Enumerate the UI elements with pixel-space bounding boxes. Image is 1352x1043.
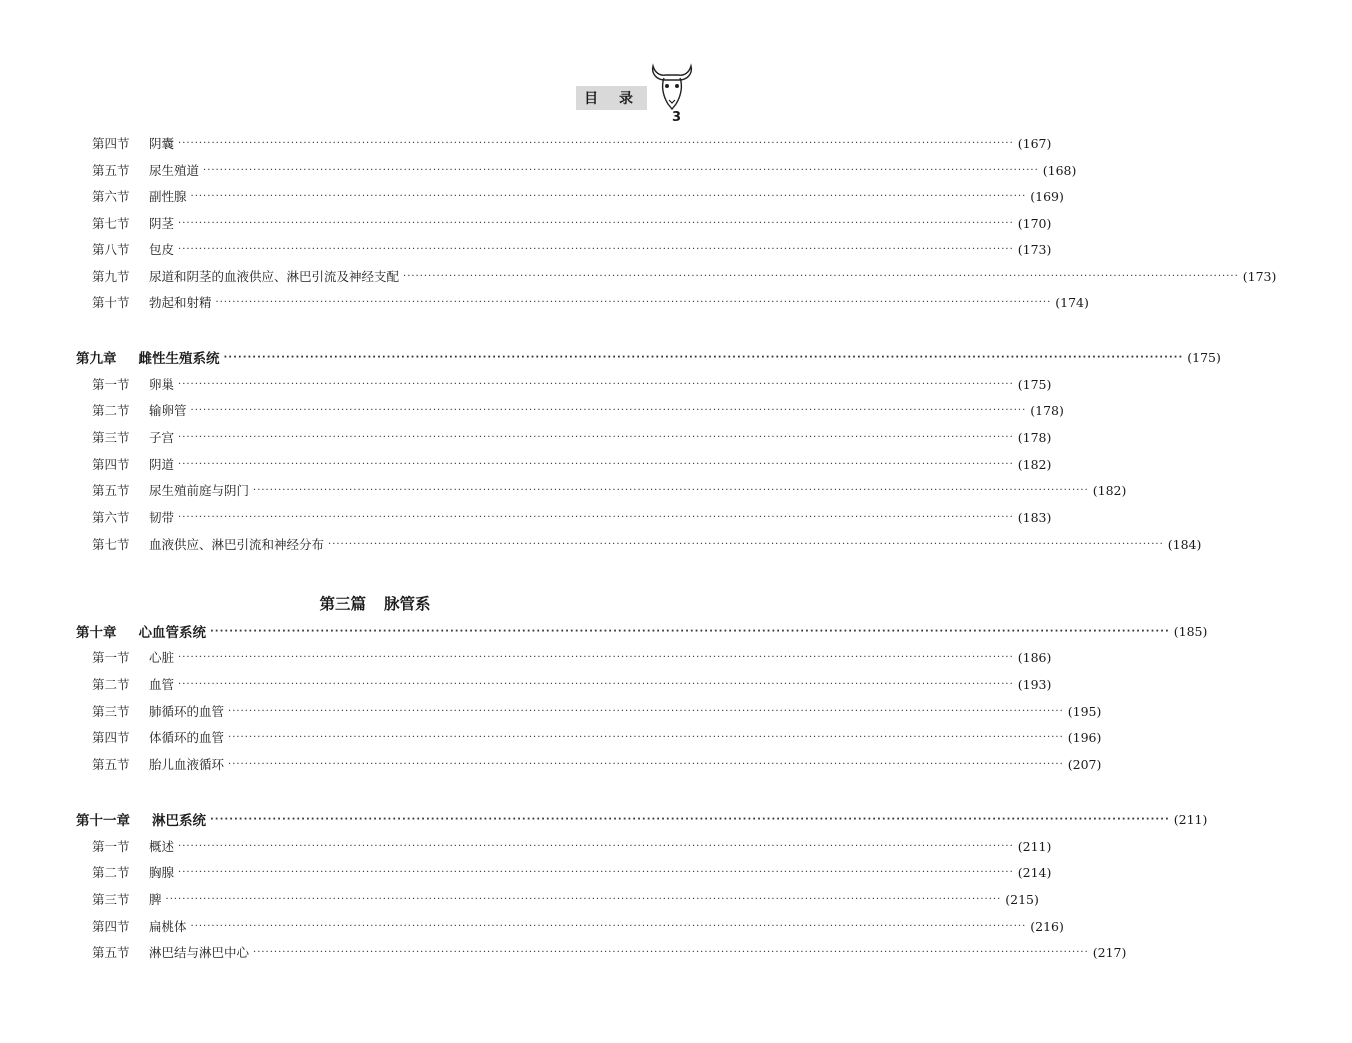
leader-dots: ········································································································································································································ — [210, 813, 1170, 825]
page-ref: (185) — [1173, 623, 1208, 639]
section-title: 肺循环的血管 — [149, 704, 225, 719]
toc-entry[interactable] — [0, 915, 1064, 937]
page-header — [535, 60, 695, 130]
leader-dots: ········································································································································································································ — [178, 866, 1014, 878]
toc-entry[interactable] — [0, 238, 1052, 260]
part-number: 第三篇 — [319, 595, 366, 613]
page-ref: (215) — [1005, 891, 1039, 907]
page-ref: (186) — [1017, 649, 1052, 665]
section-number: 第二节 — [92, 403, 130, 418]
section-number: 第三节 — [92, 430, 130, 445]
chapter-number: 第十一章 — [76, 813, 130, 829]
leader-dots: ········································································································································································································ — [190, 404, 1027, 416]
page-ref: (217) — [1092, 944, 1127, 960]
section-title: 心脏 — [149, 650, 175, 665]
leader-dots: ········································································································································································································ — [178, 137, 1014, 149]
section-title: 子宫 — [149, 430, 175, 445]
section-title: 阴道 — [149, 457, 175, 472]
leader-dots: ········································································································································································································ — [215, 296, 1052, 308]
toc-entry[interactable] — [0, 700, 1102, 722]
section-number: 第九节 — [92, 269, 130, 284]
section-number: 第二节 — [92, 677, 130, 692]
toc-entry[interactable] — [0, 185, 1064, 207]
chapter-number: 第十章 — [76, 625, 117, 641]
toc-entry[interactable] — [0, 479, 1127, 501]
leader-dots: ········································································································································································································ — [253, 484, 1089, 496]
section-number: 第四节 — [92, 730, 130, 745]
section-title: 血管 — [149, 677, 175, 692]
section-number: 第五节 — [92, 163, 130, 178]
chapter-title: 心血管系统 — [138, 625, 206, 641]
section-number: 第六节 — [92, 189, 130, 204]
page-ref: (178) — [1017, 429, 1052, 445]
toc-entry[interactable] — [0, 453, 1052, 475]
section-number: 第五节 — [92, 483, 130, 498]
page-ref: (175) — [1187, 349, 1221, 365]
page-ref: (183) — [1017, 509, 1052, 525]
section-number: 第六节 — [92, 510, 130, 525]
chapter-title: 雌性生殖系统 — [138, 351, 220, 367]
page-ref: (182) — [1092, 482, 1127, 498]
toc-entry[interactable] — [0, 726, 1102, 748]
toc-entry[interactable] — [0, 533, 1202, 555]
leader-dots: ········································································································································································································ — [228, 758, 1064, 770]
section-number: 第七节 — [92, 216, 130, 231]
section-title: 包皮 — [149, 242, 175, 257]
section-number: 第五节 — [92, 945, 130, 960]
section-title: 脾 — [149, 892, 162, 907]
section-number: 第七节 — [92, 537, 130, 552]
header-title: 目 录 — [576, 86, 647, 110]
leader-dots: ········································································································································································································ — [223, 351, 1184, 363]
leader-dots: ········································································································································································································ — [178, 243, 1014, 255]
section-title: 勃起和射精 — [149, 295, 212, 310]
section-title: 胎儿血液循环 — [149, 757, 225, 772]
toc-entry[interactable] — [0, 373, 1052, 395]
page-number: 3 — [671, 110, 681, 125]
section-number: 第二节 — [92, 865, 130, 880]
toc-entry[interactable] — [0, 753, 1102, 775]
section-number: 第四节 — [92, 136, 130, 151]
section-title: 尿生殖道 — [149, 163, 200, 178]
part-heading — [0, 592, 750, 614]
section-number: 第五节 — [92, 757, 130, 772]
section-title: 卵巢 — [149, 377, 175, 392]
toc-entry[interactable] — [0, 426, 1052, 448]
section-title: 阴囊 — [149, 136, 175, 151]
section-title: 扁桃体 — [149, 919, 187, 934]
page-ref: (211) — [1173, 811, 1208, 827]
section-number: 第十节 — [92, 295, 130, 310]
leader-dots: ········································································································································································································ — [178, 678, 1014, 690]
toc-entry[interactable] — [0, 159, 1077, 181]
page-ref: (168) — [1042, 162, 1077, 178]
section-number: 第一节 — [92, 650, 130, 665]
section-number: 第八节 — [92, 242, 130, 257]
toc-chapter[interactable] — [0, 620, 1208, 642]
section-number: 第四节 — [92, 919, 130, 934]
section-number: 第一节 — [92, 377, 130, 392]
page-ref: (211) — [1017, 838, 1052, 854]
page-ref: (193) — [1017, 676, 1052, 692]
toc-entry[interactable] — [0, 291, 1089, 313]
section-title: 胸腺 — [149, 865, 175, 880]
page-ref: (216) — [1030, 918, 1064, 934]
leader-dots: ········································································································································································································ — [178, 840, 1014, 852]
leader-dots: ········································································································································································································ — [178, 651, 1014, 663]
part-title: 脉管系 — [384, 595, 431, 613]
leader-dots: ········································································································································································································ — [203, 164, 1039, 176]
toc-chapter[interactable] — [0, 808, 1208, 830]
section-title: 输卵管 — [149, 403, 187, 418]
page-ref: (173) — [1017, 241, 1052, 257]
leader-dots: ········································································································································································································ — [165, 893, 1002, 905]
leader-dots: ········································································································································································································ — [178, 431, 1014, 443]
leader-dots: ········································································································································································································ — [178, 511, 1014, 523]
section-title: 体循环的血管 — [149, 730, 225, 745]
leader-dots: ········································································································································································································ — [210, 625, 1170, 637]
page-ref: (195) — [1067, 703, 1102, 719]
toc-chapter[interactable] — [0, 346, 1221, 368]
leader-dots: ········································································································································································································ — [190, 190, 1027, 202]
leader-dots: ········································································································································································································ — [228, 731, 1064, 743]
section-title: 概述 — [149, 839, 175, 854]
leader-dots: ········································································································································································································ — [228, 705, 1064, 717]
page-ref: (196) — [1067, 729, 1102, 745]
section-number: 第三节 — [92, 704, 130, 719]
section-title: 阴茎 — [149, 216, 175, 231]
page-ref: (182) — [1017, 456, 1052, 472]
leader-dots: ········································································································································································································ — [178, 217, 1014, 229]
toc-entry[interactable] — [0, 888, 1039, 910]
section-title: 副性腺 — [149, 189, 187, 204]
page-ref: (173) — [1242, 268, 1277, 284]
section-title: 血液供应、淋巴引流和神经分布 — [149, 537, 325, 552]
leader-dots: ········································································································································································································ — [178, 378, 1014, 390]
toc-entry[interactable] — [0, 212, 1052, 234]
page-ref: (214) — [1017, 864, 1052, 880]
toc-entry[interactable] — [0, 132, 1052, 154]
leader-dots: ········································································································································································································ — [253, 946, 1089, 958]
section-title: 尿道和阴茎的血液供应、淋巴引流及神经支配 — [149, 269, 400, 284]
bull-skull-icon — [649, 60, 695, 112]
toc-entry[interactable] — [0, 941, 1127, 963]
section-title: 尿生殖前庭与阴门 — [149, 483, 250, 498]
page-ref: (170) — [1017, 215, 1052, 231]
page-ref: (167) — [1017, 135, 1052, 151]
toc-entry[interactable] — [0, 506, 1052, 528]
chapter-title: 淋巴系统 — [152, 813, 206, 829]
section-title: 韧带 — [149, 510, 175, 525]
page-ref: (178) — [1030, 402, 1064, 418]
page-ref: (175) — [1017, 376, 1052, 392]
chapter-number: 第九章 — [76, 351, 117, 367]
page-ref: (207) — [1067, 756, 1102, 772]
section-number: 第一节 — [92, 839, 130, 854]
toc-entry[interactable] — [0, 673, 1052, 695]
page-ref: (184) — [1167, 536, 1202, 552]
leader-dots: ········································································································································································································ — [403, 270, 1239, 282]
section-title: 淋巴结与淋巴中心 — [149, 945, 250, 960]
section-number: 第四节 — [92, 457, 130, 472]
toc-entry[interactable] — [0, 835, 1052, 857]
leader-dots: ········································································································································································································ — [328, 538, 1164, 550]
leader-dots: ········································································································································································································ — [178, 458, 1014, 470]
toc-entry[interactable] — [0, 399, 1064, 421]
section-number: 第三节 — [92, 892, 130, 907]
toc-entry[interactable] — [0, 861, 1052, 883]
page-ref: (169) — [1030, 188, 1064, 204]
toc-entry[interactable] — [0, 265, 1277, 287]
toc-entry[interactable] — [0, 646, 1052, 668]
leader-dots: ········································································································································································································ — [190, 920, 1027, 932]
page-ref: (174) — [1055, 294, 1089, 310]
